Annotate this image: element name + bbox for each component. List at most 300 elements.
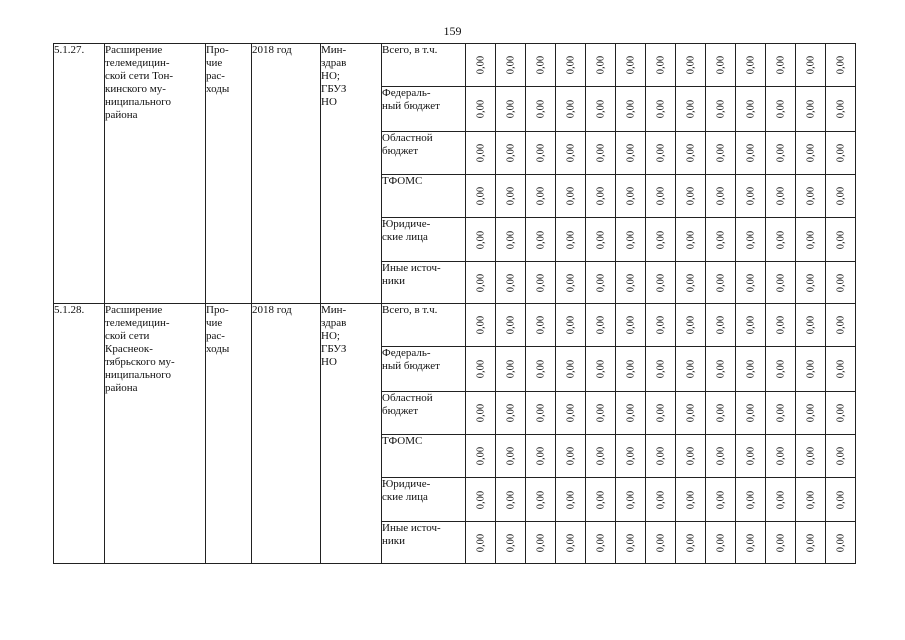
budget-table	[53, 43, 856, 564]
value-cell	[616, 44, 646, 87]
value-cell	[646, 132, 676, 175]
value-text: 0,00	[535, 55, 546, 75]
value-text: 0,00	[655, 143, 666, 163]
funding-source-line: Федераль-	[382, 347, 431, 359]
value-text: 0,00	[805, 490, 816, 509]
value-cell	[526, 218, 556, 262]
value-cell	[586, 87, 616, 132]
value-cell	[736, 44, 766, 87]
value-text: 0,00	[685, 143, 696, 163]
value-text: 0,00	[835, 490, 846, 509]
value-cell	[556, 478, 586, 522]
funding-source-line: Иные источ-	[382, 262, 441, 274]
expense-type-line: рас-	[206, 330, 225, 342]
value-text: 0,00	[805, 99, 816, 119]
value-cell	[466, 478, 496, 522]
value-text: 0,00	[535, 359, 546, 379]
value-cell	[526, 87, 556, 132]
value-cell	[736, 522, 766, 564]
value-cell	[466, 87, 496, 132]
value-cell	[466, 44, 496, 87]
value-cell	[646, 522, 676, 564]
value-text: 0,00	[505, 99, 516, 119]
value-text: 0,00	[625, 315, 636, 335]
value-cell	[526, 392, 556, 435]
value-text: 0,00	[835, 230, 846, 249]
value-text: 0,00	[775, 186, 786, 206]
value-text: 0,00	[655, 490, 666, 509]
value-text: 0,00	[595, 99, 606, 119]
value-text: 0,00	[625, 99, 636, 119]
value-cell	[586, 175, 616, 218]
funding-source-line: ный бюджет	[382, 100, 440, 112]
value-cell	[796, 218, 826, 262]
value-text: 0,00	[775, 230, 786, 249]
funding-source-line: Юридиче-	[382, 478, 431, 490]
funding-source	[382, 478, 466, 522]
value-text: 0,00	[505, 446, 516, 466]
value-cell	[496, 132, 526, 175]
value-cell	[616, 132, 646, 175]
funding-source-line: ТФОМС	[382, 435, 423, 447]
value-cell	[616, 175, 646, 218]
value-text: 0,00	[565, 315, 576, 335]
value-text: 0,00	[775, 359, 786, 379]
value-cell	[676, 347, 706, 392]
executor-line: здрав	[321, 57, 347, 69]
value-text: 0,00	[685, 359, 696, 379]
expense-type-line: чие	[206, 317, 223, 329]
value-text: 0,00	[745, 446, 756, 466]
section-name-line: Краснеок-	[105, 343, 153, 355]
value-cell	[616, 218, 646, 262]
value-text: 0,00	[625, 186, 636, 206]
value-text: 0,00	[535, 230, 546, 249]
value-cell	[616, 478, 646, 522]
section-name-line: ской сети Тон-	[105, 70, 174, 82]
value-cell	[826, 218, 856, 262]
value-cell	[616, 392, 646, 435]
value-text: 0,00	[835, 55, 846, 75]
executor-line: НО;	[321, 330, 340, 342]
funding-source-line: Областной	[382, 132, 433, 144]
funding-source-line: Всего, в т.ч.	[382, 44, 438, 56]
value-cell	[616, 304, 646, 347]
value-text: 0,00	[835, 446, 846, 466]
value-cell	[766, 392, 796, 435]
value-text: 0,00	[715, 359, 726, 379]
value-cell	[736, 262, 766, 304]
value-text: 0,00	[685, 533, 696, 552]
value-cell	[766, 132, 796, 175]
value-cell	[796, 175, 826, 218]
value-cell	[796, 87, 826, 132]
value-cell	[646, 44, 676, 87]
value-cell	[646, 347, 676, 392]
value-text: 0,00	[475, 446, 486, 466]
value-cell	[676, 522, 706, 564]
value-cell	[676, 44, 706, 87]
funding-source	[382, 435, 466, 478]
value-text: 0,00	[625, 490, 636, 509]
table-row	[54, 304, 856, 347]
value-text: 0,00	[595, 143, 606, 163]
section-year: 2018 год	[252, 44, 321, 304]
value-text: 0,00	[745, 403, 756, 423]
value-cell	[556, 347, 586, 392]
value-cell	[766, 522, 796, 564]
section-name-line: района	[105, 109, 138, 121]
table-row	[54, 44, 856, 87]
value-cell	[556, 132, 586, 175]
value-cell	[826, 87, 856, 132]
value-text: 0,00	[685, 315, 696, 335]
value-cell	[796, 435, 826, 478]
executor-line: здрав	[321, 317, 347, 329]
value-cell	[586, 44, 616, 87]
value-cell	[796, 522, 826, 564]
value-text: 0,00	[625, 55, 636, 75]
funding-source-line: Областной	[382, 392, 433, 404]
value-cell	[616, 435, 646, 478]
value-text: 0,00	[715, 55, 726, 75]
expense-type-line: рас-	[206, 70, 225, 82]
value-cell	[766, 44, 796, 87]
value-cell	[466, 175, 496, 218]
value-cell	[766, 175, 796, 218]
value-cell	[586, 304, 616, 347]
value-text: 0,00	[805, 315, 816, 335]
value-cell	[706, 218, 736, 262]
funding-source	[382, 87, 466, 132]
value-cell	[496, 175, 526, 218]
value-text: 0,00	[655, 403, 666, 423]
value-cell	[556, 435, 586, 478]
value-cell	[466, 347, 496, 392]
value-text: 0,00	[805, 533, 816, 552]
value-cell	[706, 522, 736, 564]
value-text: 0,00	[505, 490, 516, 509]
value-text: 0,00	[775, 403, 786, 423]
value-cell	[706, 262, 736, 304]
value-cell	[796, 347, 826, 392]
value-text: 0,00	[475, 143, 486, 163]
value-cell	[706, 132, 736, 175]
value-text: 0,00	[715, 143, 726, 163]
value-cell	[676, 132, 706, 175]
value-text: 0,00	[475, 403, 486, 423]
section-name-line: ниципального	[105, 96, 172, 108]
value-text: 0,00	[565, 533, 576, 552]
value-text: 0,00	[685, 230, 696, 249]
section-name-line: района	[105, 382, 138, 394]
value-text: 0,00	[745, 273, 756, 292]
value-text: 0,00	[535, 186, 546, 206]
value-text: 0,00	[505, 403, 516, 423]
value-text: 0,00	[835, 99, 846, 119]
value-cell	[466, 132, 496, 175]
value-cell	[646, 392, 676, 435]
funding-source	[382, 218, 466, 262]
value-text: 0,00	[745, 230, 756, 249]
value-cell	[586, 347, 616, 392]
value-cell	[496, 522, 526, 564]
value-cell	[826, 347, 856, 392]
value-text: 0,00	[565, 446, 576, 466]
funding-source-line: ТФОМС	[382, 175, 423, 187]
value-cell	[706, 392, 736, 435]
executor-line: ГБУЗ	[321, 343, 347, 355]
value-cell	[706, 304, 736, 347]
value-text: 0,00	[595, 186, 606, 206]
value-text: 0,00	[595, 55, 606, 75]
value-cell	[526, 478, 556, 522]
value-cell	[646, 435, 676, 478]
value-text: 0,00	[535, 533, 546, 552]
value-cell	[676, 304, 706, 347]
value-cell	[676, 478, 706, 522]
funding-source-line: ники	[382, 275, 406, 287]
value-cell	[826, 435, 856, 478]
value-text: 0,00	[835, 186, 846, 206]
value-cell	[736, 218, 766, 262]
value-cell	[526, 347, 556, 392]
value-cell	[826, 262, 856, 304]
executor-line: Мин-	[321, 44, 347, 56]
value-text: 0,00	[775, 143, 786, 163]
section-name-line: телемедицин-	[105, 57, 170, 69]
value-text: 0,00	[715, 315, 726, 335]
value-cell	[736, 435, 766, 478]
value-cell	[496, 435, 526, 478]
value-text: 0,00	[565, 186, 576, 206]
funding-source-line: бюджет	[382, 145, 418, 157]
funding-source-line: бюджет	[382, 405, 418, 417]
value-cell	[646, 478, 676, 522]
value-cell	[796, 44, 826, 87]
value-text: 0,00	[475, 315, 486, 335]
section-name-line: телемедицин-	[105, 317, 170, 329]
section-name-line: тябрьского му-	[105, 356, 175, 368]
value-cell	[676, 435, 706, 478]
value-text: 0,00	[715, 403, 726, 423]
value-text: 0,00	[805, 359, 816, 379]
value-cell	[796, 132, 826, 175]
section-code: 5.1.28.	[54, 304, 105, 564]
executor	[321, 44, 382, 304]
value-text: 0,00	[505, 186, 516, 206]
value-cell	[766, 262, 796, 304]
value-cell	[646, 218, 676, 262]
funding-source	[382, 304, 466, 347]
expense-type	[206, 44, 252, 304]
value-cell	[496, 392, 526, 435]
value-cell	[556, 262, 586, 304]
value-cell	[496, 304, 526, 347]
value-text: 0,00	[505, 273, 516, 292]
value-text: 0,00	[535, 490, 546, 509]
value-text: 0,00	[535, 403, 546, 423]
value-text: 0,00	[745, 490, 756, 509]
value-cell	[736, 392, 766, 435]
value-cell	[706, 478, 736, 522]
value-cell	[556, 218, 586, 262]
value-cell	[766, 435, 796, 478]
value-cell	[586, 478, 616, 522]
value-text: 0,00	[715, 490, 726, 509]
section-name-line: Расширение	[105, 304, 163, 316]
value-cell	[826, 304, 856, 347]
value-cell	[526, 522, 556, 564]
funding-source	[382, 392, 466, 435]
value-text: 0,00	[805, 230, 816, 249]
value-cell	[766, 218, 796, 262]
value-cell	[526, 132, 556, 175]
value-cell	[526, 262, 556, 304]
value-text: 0,00	[505, 359, 516, 379]
value-cell	[826, 478, 856, 522]
value-text: 0,00	[655, 186, 666, 206]
section-name	[105, 44, 206, 304]
value-text: 0,00	[595, 446, 606, 466]
value-text: 0,00	[595, 315, 606, 335]
value-text: 0,00	[475, 273, 486, 292]
value-text: 0,00	[685, 446, 696, 466]
value-cell	[586, 262, 616, 304]
value-cell	[616, 522, 646, 564]
value-text: 0,00	[685, 186, 696, 206]
value-text: 0,00	[745, 186, 756, 206]
value-cell	[676, 218, 706, 262]
value-text: 0,00	[595, 273, 606, 292]
value-text: 0,00	[625, 359, 636, 379]
value-cell	[646, 87, 676, 132]
value-text: 0,00	[745, 315, 756, 335]
value-text: 0,00	[835, 315, 846, 335]
value-text: 0,00	[805, 55, 816, 75]
section-year: 2018 год	[252, 304, 321, 564]
value-cell	[736, 478, 766, 522]
section-name-line: ниципального	[105, 369, 172, 381]
value-text: 0,00	[775, 55, 786, 75]
value-text: 0,00	[655, 315, 666, 335]
value-text: 0,00	[775, 315, 786, 335]
value-text: 0,00	[505, 533, 516, 552]
value-cell	[466, 392, 496, 435]
value-text: 0,00	[655, 273, 666, 292]
value-cell	[496, 347, 526, 392]
value-text: 0,00	[535, 446, 546, 466]
value-cell	[466, 304, 496, 347]
value-text: 0,00	[805, 446, 816, 466]
value-text: 0,00	[775, 99, 786, 119]
value-text: 0,00	[835, 143, 846, 163]
value-text: 0,00	[685, 490, 696, 509]
funding-source-line: Юридиче-	[382, 218, 431, 230]
value-cell	[676, 392, 706, 435]
value-text: 0,00	[745, 359, 756, 379]
value-text: 0,00	[565, 99, 576, 119]
funding-source	[382, 262, 466, 304]
value-cell	[706, 347, 736, 392]
value-text: 0,00	[775, 490, 786, 509]
value-text: 0,00	[625, 446, 636, 466]
value-text: 0,00	[535, 273, 546, 292]
value-text: 0,00	[835, 273, 846, 292]
funding-source-line: ские лица	[382, 231, 428, 243]
value-cell	[496, 44, 526, 87]
value-text: 0,00	[685, 55, 696, 75]
value-text: 0,00	[565, 403, 576, 423]
value-text: 0,00	[535, 315, 546, 335]
value-cell	[496, 218, 526, 262]
value-text: 0,00	[655, 446, 666, 466]
value-text: 0,00	[745, 99, 756, 119]
value-cell	[826, 44, 856, 87]
funding-source-line: ный бюджет	[382, 360, 440, 372]
value-cell	[496, 87, 526, 132]
value-text: 0,00	[505, 55, 516, 75]
value-cell	[526, 304, 556, 347]
value-cell	[616, 87, 646, 132]
value-cell	[466, 218, 496, 262]
value-cell	[586, 218, 616, 262]
value-cell	[616, 347, 646, 392]
value-text: 0,00	[655, 359, 666, 379]
value-cell	[466, 435, 496, 478]
value-text: 0,00	[715, 186, 726, 206]
value-text: 0,00	[775, 273, 786, 292]
value-cell	[646, 304, 676, 347]
value-text: 0,00	[595, 490, 606, 509]
value-text: 0,00	[625, 403, 636, 423]
value-text: 0,00	[655, 533, 666, 552]
value-text: 0,00	[715, 99, 726, 119]
value-text: 0,00	[505, 230, 516, 249]
value-cell	[796, 478, 826, 522]
expense-type	[206, 304, 252, 564]
executor-line: ГБУЗ	[321, 83, 347, 95]
value-text: 0,00	[745, 143, 756, 163]
value-text: 0,00	[685, 273, 696, 292]
value-cell	[466, 262, 496, 304]
value-text: 0,00	[475, 359, 486, 379]
value-text: 0,00	[565, 55, 576, 75]
value-cell	[526, 435, 556, 478]
value-cell	[826, 132, 856, 175]
value-cell	[676, 175, 706, 218]
executor-line: НО	[321, 96, 337, 108]
value-cell	[496, 478, 526, 522]
value-text: 0,00	[715, 230, 726, 249]
value-text: 0,00	[745, 55, 756, 75]
value-text: 0,00	[655, 55, 666, 75]
value-cell	[556, 304, 586, 347]
value-cell	[526, 44, 556, 87]
value-cell	[766, 347, 796, 392]
value-cell	[736, 304, 766, 347]
value-cell	[706, 175, 736, 218]
value-cell	[796, 392, 826, 435]
page-number: 159	[443, 24, 462, 38]
section-code: 5.1.27.	[54, 44, 105, 304]
expense-type-line: ходы	[206, 83, 230, 95]
value-cell	[736, 175, 766, 218]
value-cell	[706, 87, 736, 132]
value-cell	[556, 44, 586, 87]
value-cell	[706, 44, 736, 87]
value-text: 0,00	[535, 99, 546, 119]
